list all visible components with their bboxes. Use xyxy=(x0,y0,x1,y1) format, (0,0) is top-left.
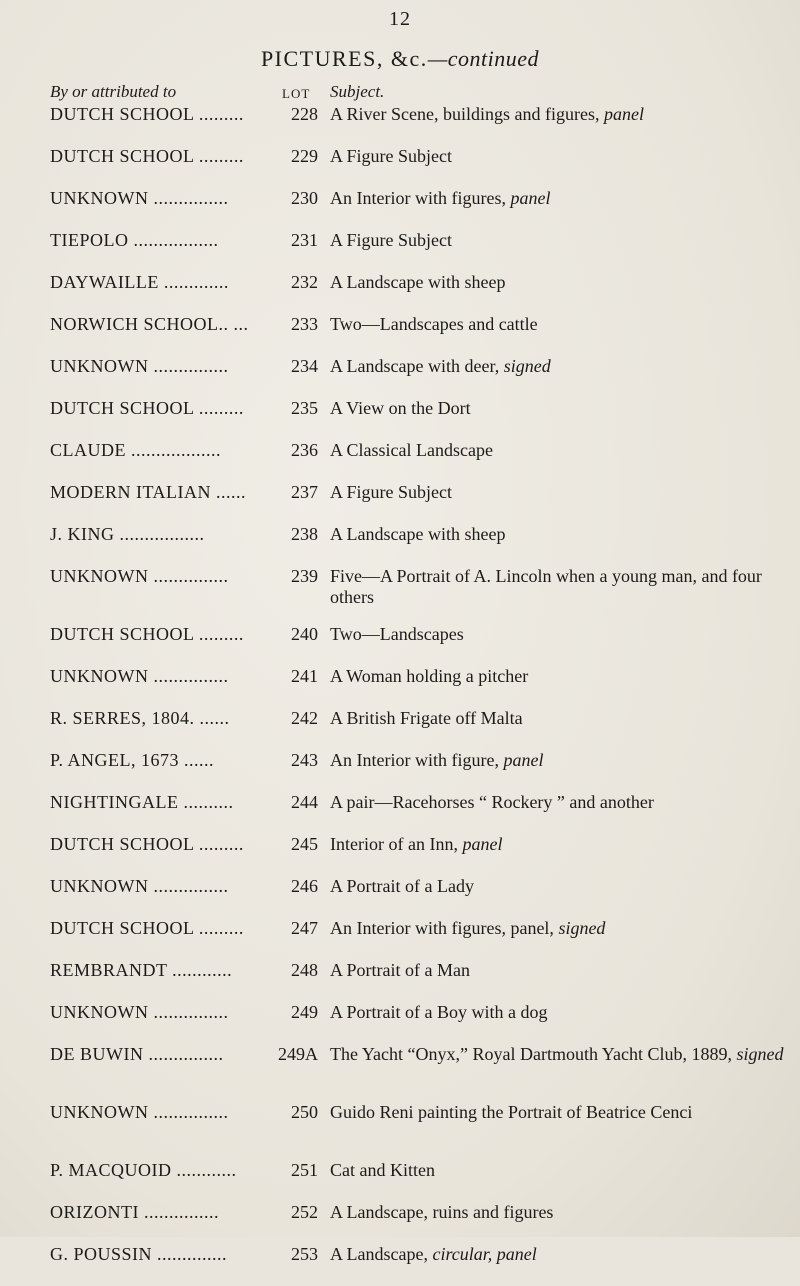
lot-row xyxy=(0,1102,800,1160)
lot-artist: DUTCH SCHOOL ......... xyxy=(50,146,244,166)
lot-subject-text: A Portrait of a Boy with a dog xyxy=(330,1002,548,1022)
lot-number: 243 xyxy=(291,750,318,770)
lot-artist: UNKNOWN ............... xyxy=(50,1102,229,1122)
lot-subject-text: A Landscape with sheep xyxy=(330,524,506,544)
lot-number: 241 xyxy=(291,666,318,686)
column-header-subject: Subject. xyxy=(330,82,385,101)
lot-subject xyxy=(330,440,785,461)
lot-artist: DUTCH SCHOOL ......... xyxy=(50,104,244,124)
lot-subject-text: A Portrait of a Man xyxy=(330,960,470,980)
lot-row xyxy=(0,708,800,750)
lot-subject xyxy=(330,1102,785,1123)
lot-row xyxy=(0,230,800,272)
lot-number: 250 xyxy=(291,1102,318,1122)
lot-subject-text: A Landscape, ruins and figures xyxy=(330,1202,554,1222)
lot-subject xyxy=(330,792,785,813)
lot-number: 228 xyxy=(291,104,318,124)
lot-number: 242 xyxy=(291,708,318,728)
lot-number: 244 xyxy=(291,792,318,812)
lot-subject-text: Cat and Kitten xyxy=(330,1160,435,1180)
lot-subject xyxy=(330,524,785,545)
lot-number: 235 xyxy=(291,398,318,418)
lot-row xyxy=(0,624,800,666)
lot-subject-text: A Landscape, xyxy=(330,1244,433,1264)
lot-row xyxy=(0,314,800,356)
column-header-lot: LOT xyxy=(282,86,311,101)
lot-subject-text: Guido Reni painting the Portrait of Beatrice Cenci xyxy=(330,1102,693,1122)
lot-subject-text: A pair—Racehorses “ Rockery ” and another xyxy=(330,792,654,812)
lot-row xyxy=(0,524,800,566)
lot-subject-note: signed xyxy=(503,356,551,376)
lot-subject-text: An Interior with figures, panel, xyxy=(330,918,559,938)
lot-subject xyxy=(330,876,785,897)
lot-subject-note: panel xyxy=(462,834,503,854)
lot-subject-text: A Landscape with deer, xyxy=(330,356,504,376)
lot-number: 246 xyxy=(291,876,318,896)
lot-number: 249A xyxy=(278,1044,318,1064)
lot-subject xyxy=(330,750,785,771)
lot-subject-text: A River Scene, buildings and figures, xyxy=(330,104,604,124)
lot-artist: P. MACQUOID ............ xyxy=(50,1160,237,1180)
lot-artist: UNKNOWN ............... xyxy=(50,1002,229,1022)
lot-artist: NORWICH SCHOOL.. ... xyxy=(50,314,249,334)
lot-artist: DE BUWIN ............... xyxy=(50,1044,224,1064)
lot-row xyxy=(0,104,800,146)
lot-artist: J. KING ................. xyxy=(50,524,205,544)
lot-subject-note: circular, panel xyxy=(432,1244,537,1264)
lot-row xyxy=(0,834,800,876)
lot-number: 253 xyxy=(291,1244,318,1264)
lot-number: 240 xyxy=(291,624,318,644)
lot-subject-text: A Figure Subject xyxy=(330,482,452,502)
lot-subject-text: A Portrait of a Lady xyxy=(330,876,474,896)
lot-artist: G. POUSSIN .............. xyxy=(50,1244,228,1264)
lot-subject xyxy=(330,398,785,419)
column-header-artist: By or attributed to xyxy=(50,82,177,101)
lot-subject-text: Interior of an Inn, xyxy=(330,834,463,854)
lot-subject xyxy=(330,104,785,125)
lot-row xyxy=(0,876,800,918)
lot-subject xyxy=(330,146,785,167)
lot-subject xyxy=(330,272,785,293)
lot-row xyxy=(0,566,800,624)
lot-row xyxy=(0,792,800,834)
lot-artist: UNKNOWN ............... xyxy=(50,356,229,376)
lot-subject xyxy=(330,1044,785,1065)
lot-subject xyxy=(330,314,785,335)
lot-row xyxy=(0,188,800,230)
lot-row xyxy=(0,1202,800,1244)
lot-artist: UNKNOWN ............... xyxy=(50,876,229,896)
lot-row xyxy=(0,666,800,708)
lot-artist: DUTCH SCHOOL ......... xyxy=(50,624,244,644)
lot-artist: P. ANGEL, 1673 ...... xyxy=(50,750,215,770)
lot-artist: MODERN ITALIAN ...... xyxy=(50,482,247,502)
lot-subject-text: Five—A Portrait of A. Lincoln when a young man, and four others xyxy=(330,566,762,607)
lot-subject xyxy=(330,1160,785,1181)
lot-artist: DAYWAILLE ............. xyxy=(50,272,229,292)
lot-subject xyxy=(330,960,785,981)
lot-subject-text: A Figure Subject xyxy=(330,146,452,166)
lot-number: 252 xyxy=(291,1202,318,1222)
lot-subject xyxy=(330,708,785,729)
lot-subject-text: A British Frigate off Malta xyxy=(330,708,523,728)
lot-subject-note: signed xyxy=(736,1044,784,1064)
lot-artist: UNKNOWN ............... xyxy=(50,188,229,208)
lot-subject xyxy=(330,918,785,939)
lot-subject-text: A Figure Subject xyxy=(330,230,452,250)
lot-artist: TIEPOLO ................. xyxy=(50,230,219,250)
lot-subject-text: Two—Landscapes xyxy=(330,624,464,644)
lot-number: 233 xyxy=(291,314,318,334)
lot-subject xyxy=(330,356,785,377)
lot-row xyxy=(0,1244,800,1286)
lot-artist: UNKNOWN ............... xyxy=(50,566,229,586)
lot-row xyxy=(0,440,800,482)
lot-number: 236 xyxy=(291,440,318,460)
lot-subject xyxy=(330,666,785,687)
lot-number: 238 xyxy=(291,524,318,544)
lot-artist: CLAUDE .................. xyxy=(50,440,221,460)
lot-number: 247 xyxy=(291,918,318,938)
lot-subject-text: An Interior with figures, xyxy=(330,188,511,208)
lot-row xyxy=(0,146,800,188)
lot-row xyxy=(0,1160,800,1202)
lot-subject xyxy=(330,1244,785,1265)
lot-artist: DUTCH SCHOOL ......... xyxy=(50,918,244,938)
lot-subject-note: panel xyxy=(503,750,544,770)
lot-subject-text: Two—Landscapes and cattle xyxy=(330,314,538,334)
lot-number: 232 xyxy=(291,272,318,292)
lot-subject xyxy=(330,230,785,251)
lot-row xyxy=(0,356,800,398)
lot-number: 230 xyxy=(291,188,318,208)
heading-main: PICTURES, &c. xyxy=(260,46,428,71)
lot-subject xyxy=(330,482,785,503)
lot-subject-text: A Woman holding a pitcher xyxy=(330,666,529,686)
lot-number: 231 xyxy=(291,230,318,250)
lot-subject xyxy=(330,1002,785,1023)
lot-number: 248 xyxy=(291,960,318,980)
lot-row xyxy=(0,960,800,1002)
lot-artist: REMBRANDT ............ xyxy=(50,960,233,980)
heading-continued: —continued xyxy=(427,46,540,71)
lot-number: 239 xyxy=(291,566,318,586)
lot-subject xyxy=(330,834,785,855)
lot-artist: NIGHTINGALE .......... xyxy=(50,792,234,812)
lot-subject-text: A Landscape with sheep xyxy=(330,272,506,292)
lot-subject-note: signed xyxy=(558,918,606,938)
lot-subject-note: panel xyxy=(510,188,551,208)
lot-list xyxy=(0,104,800,1286)
lot-number: 229 xyxy=(291,146,318,166)
lot-subject-text: The Yacht “Onyx,” Royal Dartmouth Yacht Club, 1889, xyxy=(330,1044,737,1064)
lot-number: 245 xyxy=(291,834,318,854)
lot-subject-text: A View on the Dort xyxy=(330,398,471,418)
lot-number: 251 xyxy=(291,1160,318,1180)
lot-artist: DUTCH SCHOOL ......... xyxy=(50,834,244,854)
lot-artist: ORIZONTI ............... xyxy=(50,1202,219,1222)
lot-row xyxy=(0,398,800,440)
page-heading xyxy=(0,46,800,72)
lot-artist: UNKNOWN ............... xyxy=(50,666,229,686)
lot-subject-text: An Interior with figure, xyxy=(330,750,504,770)
lot-artist: R. SERRES, 1804. ...... xyxy=(50,708,230,728)
lot-subject xyxy=(330,1202,785,1223)
lot-row xyxy=(0,1044,800,1102)
lot-number: 237 xyxy=(291,482,318,502)
lot-subject-note: panel xyxy=(603,104,644,124)
lot-row xyxy=(0,1002,800,1044)
lot-row xyxy=(0,272,800,314)
lot-row xyxy=(0,750,800,792)
lot-number: 249 xyxy=(291,1002,318,1022)
lot-subject xyxy=(330,566,785,608)
page-number: 12 xyxy=(389,8,411,30)
lot-row xyxy=(0,482,800,524)
lot-subject xyxy=(330,624,785,645)
lot-subject xyxy=(330,188,785,209)
lot-artist: DUTCH SCHOOL ......... xyxy=(50,398,244,418)
lot-subject-text: A Classical Landscape xyxy=(330,440,493,460)
lot-number: 234 xyxy=(291,356,318,376)
lot-row xyxy=(0,918,800,960)
